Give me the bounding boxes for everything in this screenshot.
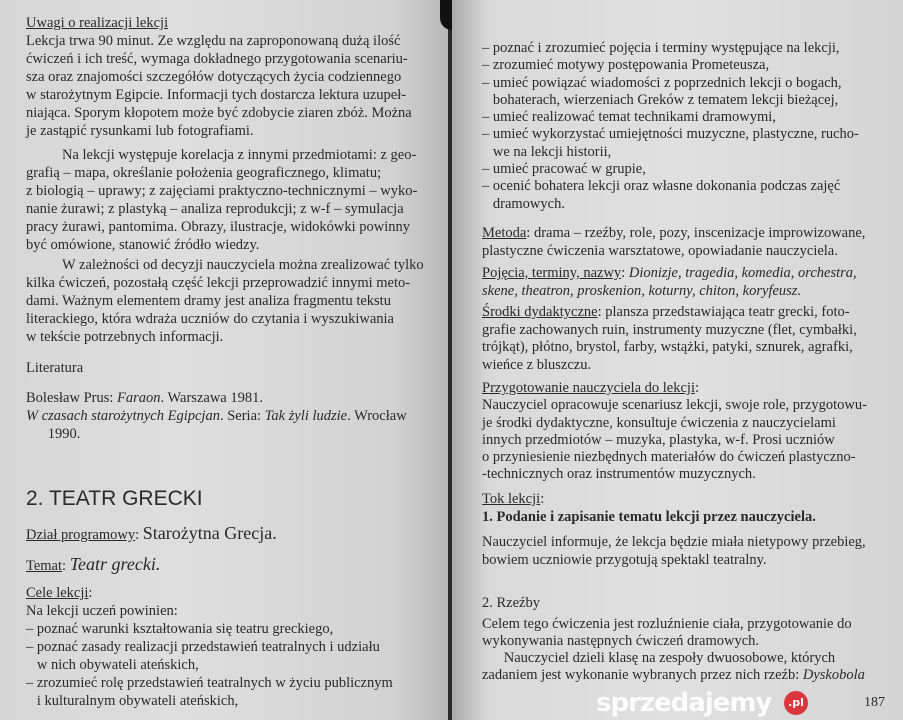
lesson-flow (482, 490, 816, 526)
text-line: w starożytnym Egipcie. Informacji tych dostarcza lektura uzupeł- (26, 87, 407, 103)
teacher-decision-paragraph (26, 256, 424, 346)
text-line (482, 667, 865, 684)
text-line: – umieć wykorzystać umiejętności muzyczne, plastyczne, rucho- (482, 126, 859, 143)
text-line (26, 389, 407, 407)
text-segment: 1. Podanie i zapisanie tematu lekcji przez nauczyciela. (482, 509, 816, 525)
text-segment: W czasach starożytnych Egipcjan (26, 408, 220, 424)
text-line: – umieć realizować temat technikami dramowymi, (482, 109, 776, 126)
text-segment: Faraon (117, 390, 161, 406)
concepts (482, 264, 857, 300)
sculptures-paragraph (482, 616, 865, 684)
text-line: trójkąt), płótno, brystol, farby, wstążki, patyki, sznurek, agrafki, (482, 339, 853, 355)
text-segment: : (694, 380, 700, 396)
page-number: 187 (864, 695, 885, 710)
text-line: – zrozumieć motywy postępowania Prometeusza, (482, 57, 770, 74)
text-segment: zadaniem jest wykonanie wybranych przez nich rzeźb: (482, 667, 803, 683)
text-segment: : (135, 527, 143, 543)
text-line: Celem tego ćwiczenia jest rozluźnienie ciała, przygotowanie do (482, 616, 852, 632)
text-line: Literatura (26, 360, 84, 376)
text-line: o przyniesienie niezbędnych materiałów do ćwiczeń plastyczno- (482, 449, 856, 466)
text-segment: : drama – rzeźby, role, pozy, inscenizacje improwizowane, (526, 225, 866, 241)
text-line: Nauczyciel informuje, że lekcja będzie miała nietypowy przebieg, (482, 534, 866, 550)
text-line: w tekście potrzebnych informacji. (26, 329, 224, 345)
text-line: je środki dydaktyczne, konsultuje ćwiczenia z nauczycielami (482, 414, 836, 431)
text-line (482, 380, 867, 397)
text-segment: Przygotowanie nauczyciela do lekcji (482, 380, 695, 396)
text-line: dramowych. (482, 195, 565, 212)
text-line: je zastąpić rysunkami lub fotografiami. (26, 123, 254, 139)
text-line: ćwiczeń i ich treść, wymaga dokładnego przygotowania scenariu- (26, 51, 408, 67)
right-page (452, 0, 903, 720)
text-line: Nauczyciel dzieli klasę na zespoły dwuosobowe, których (482, 650, 836, 666)
text-line: grafie zachowanych ruin, instrumenty muzyczne (flet, cymbałki, (482, 321, 857, 338)
text-line (482, 224, 865, 242)
text-segment: Tak żyli ludzie (264, 408, 348, 424)
text-line: w nich obywateli ateńskich, (26, 657, 199, 673)
text-line: kilka ćwiczeń, pozostałą część lekcji przeprowadzić innymi meto- (26, 275, 411, 291)
text-segment: : (621, 265, 629, 281)
text-line: Na lekcji uczeń powinien: (26, 603, 178, 619)
text-segment: : (540, 491, 545, 507)
text-segment: Dionizje, tragedia, komedia, orchestra, (628, 265, 857, 281)
text-line: 2. Rzeźby (482, 595, 540, 611)
literature-heading (26, 359, 83, 377)
text-line (26, 14, 412, 32)
text-line: – poznać i zrozumieć pojęcia i terminy występujące na lekcji, (482, 40, 840, 56)
text-line: Lekcja trwa 90 minut. Ze względu na zaproponowaną dużą ilość (26, 33, 401, 49)
text-line: nanie żurawi; z plastyką – analiza reprodukcji; z w-f – symulacja (26, 201, 404, 217)
text-segment: Starożytna Grecja. (142, 523, 277, 543)
text-line: – poznać warunki kształtowania się teatru greckiego, (26, 621, 334, 637)
text-line (26, 522, 277, 546)
text-segment: Dział programowy (26, 527, 136, 543)
text-line: dami. Ważnym elementem dramy jest analiza fragmentu tekstu (26, 293, 391, 309)
left-page (0, 0, 448, 720)
text-segment: . Seria: (219, 408, 265, 424)
goals-list (482, 40, 859, 213)
watermark-badge: .pl (784, 691, 808, 715)
text-segment: . Warszawa 1981. (160, 390, 263, 406)
text-line: – poznać zasady realizacji przedstawień teatralnych i udziału (26, 639, 380, 655)
teacher-preparation (482, 380, 867, 484)
chapter-title: 2. TEATR GRECKI (26, 487, 203, 510)
text-segment: Bolesław Prus: (26, 390, 118, 406)
text-line: i kulturalnym obywateli ateńskich, (26, 693, 239, 709)
informs-paragraph (482, 533, 866, 569)
text-segment: Tok lekcji (482, 491, 541, 507)
text-line: – umieć powiązać wiadomości z poprzednich lekcji o bogach, (482, 74, 842, 91)
text-segment: Dyskobola (802, 667, 865, 683)
text-segment: Temat (26, 558, 63, 574)
text-line (482, 264, 857, 282)
text-line: Nauczyciel opracowuje scenariusz lekcji, swoje role, przygotowu- (482, 397, 867, 414)
program-section (26, 522, 277, 546)
method (482, 224, 865, 260)
topic (26, 553, 160, 577)
text-line (482, 508, 816, 526)
text-line: grafią – mapa, określanie położenia geograficznego, klimatu; (26, 165, 382, 181)
text-line: 1990. (26, 426, 81, 442)
text-line: – ocenić bohatera lekcji oraz własne dokonania podczas zajęć (482, 178, 841, 195)
text-segment: Środki dydaktyczne (482, 304, 598, 320)
text-line: wykonywania następnych ćwiczeń dramowych. (482, 633, 760, 649)
text-segment: Uwagi o realizacji lekcji (26, 15, 169, 31)
lesson-goals (26, 584, 393, 710)
text-line: we na lekcji historii, (482, 143, 612, 160)
text-line: bohaterach, wierzeniach Greków z tematem lekcji bieżącej, (482, 91, 839, 108)
text-line: – umieć pracować w grupie, (482, 161, 646, 178)
didactic-aids (482, 304, 857, 374)
text-segment: Teatr grecki. (69, 554, 161, 574)
text-segment: Cele lekcji (26, 585, 89, 601)
text-line: literackiego, która wdraża uczniów do czytania i wyszukiwania (26, 311, 394, 327)
text-segment: Metoda (482, 225, 527, 241)
text-line: Na lekcji występuje korelacja z innymi przedmiotami: z geo- (62, 147, 417, 163)
text-segment: Pojęcia, terminy, nazwy (482, 265, 622, 281)
text-line (26, 584, 393, 602)
text-line: wieńce z bluszczu. (482, 356, 592, 373)
text-line: innych przedmiotów – muzyka, plastyka, w-f. Prosi uczniów (482, 431, 835, 448)
text-segment: : (62, 558, 70, 574)
text-segment: skene, theatron, proskenion, koturny, chiton, koryfeusz. (482, 283, 802, 299)
text-segment: : plansza przedstawiająca teatr grecki, foto- (597, 304, 850, 320)
text-line: plastyczne ćwiczenia warsztatowe, opowiadanie nauczyciela. (482, 243, 838, 259)
text-line: – zrozumieć rolę przedstawień teatralnych w życiu publicznym (26, 675, 393, 691)
text-line: być omówione, stanowić źródło wiedzy. (26, 237, 260, 253)
text-line (482, 282, 857, 300)
text-line (482, 304, 857, 322)
text-segment: : (88, 585, 93, 601)
literature-list (26, 389, 407, 443)
sculptures-heading (482, 594, 540, 612)
text-line: niająca. Sporym kłopotem może być zdobycie ziaren zbóż. Można (26, 105, 412, 121)
watermark: sprzedajemy (596, 688, 772, 718)
text-line (26, 407, 407, 425)
text-line: bowiem uczniowie przygotują spektakl teatralny. (482, 552, 767, 568)
text-line: z biologią – uprawy; z zajęciami praktyczno-technicznymi – wyko- (26, 183, 418, 199)
text-line: W zależności od decyzji nauczyciela można zrealizować tylko (62, 257, 424, 273)
text-line: sza oraz znajomości szczegółów dotyczących życia codziennego (26, 69, 402, 85)
text-line (482, 490, 816, 508)
correlation-paragraph (26, 146, 417, 254)
notes-section (26, 14, 412, 140)
text-segment: . Wrocław (347, 408, 407, 424)
text-line: -technicznych oraz instrumentów muzycznych. (482, 466, 756, 483)
text-line (26, 553, 160, 577)
text-line: pracy żurawi, pantomima. Obrazy, ilustracje, widokówki powinny (26, 219, 411, 235)
